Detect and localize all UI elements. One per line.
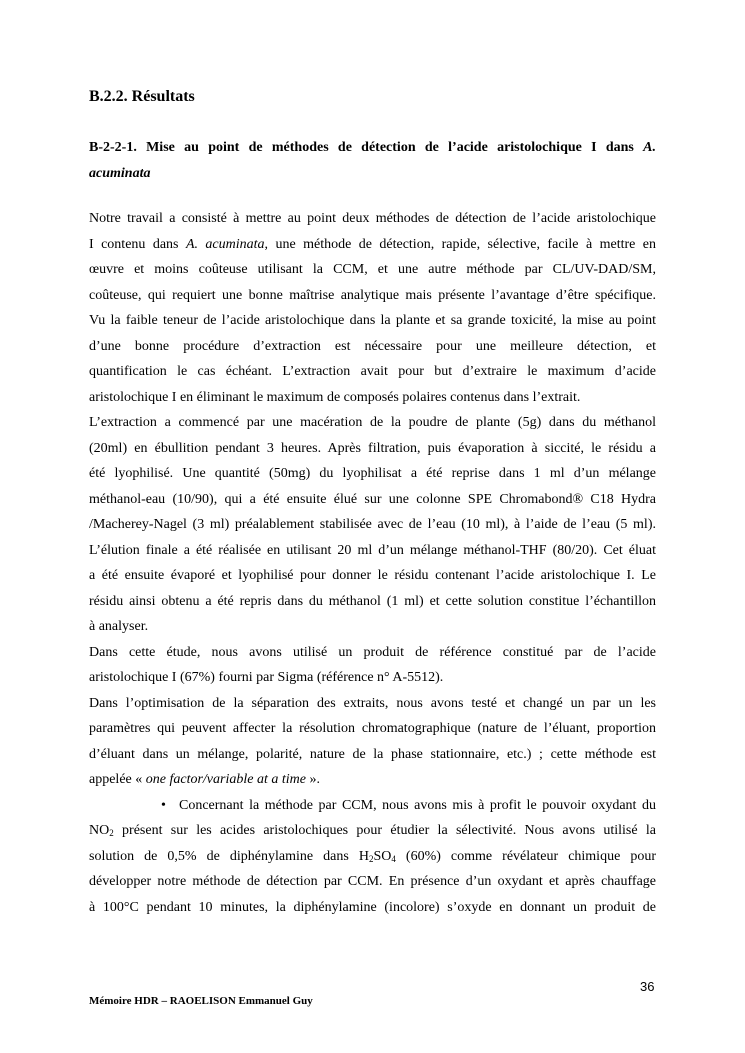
paragraph-line: Notre travail a consisté à mettre au point deux méthodes de détection de l’acide aristolochique <box>89 211 656 226</box>
section-title: B.2.2. Résultats <box>89 88 195 105</box>
paragraph-line: aristolochique I (67%) fourni par Sigma (référence n° A-5512). <box>89 670 444 685</box>
paragraph-line: Dans cette étude, nous avons utilisé un produit de référence constitué par de l’acide <box>89 644 656 660</box>
paragraph-line: méthanol-eau (10/90), qui a été ensuite élué sur une colonne SPE Chromabond® C18 Hydra <box>89 491 656 507</box>
species-name: A. acuminata <box>185 236 265 252</box>
paragraph-line: solution de 0,5% de diphénylamine dans $H_2SO_4$ (60%) comme révélateur chimique pour <box>89 848 656 864</box>
paragraph-line: /Macherey-Nagel (3 ml) préalablement stabilisée avec de l’eau (10 ml), à l’aide de l’eau (5 ml). <box>89 517 656 532</box>
paragraph-line: œuvre et moins coûteuse utilisant la CCM, et une autre méthode par CL/UV-DAD/SM, <box>89 262 656 277</box>
italic-phrase: one factor/variable at a time <box>145 772 306 787</box>
paragraph-line: a été ensuite évaporé et lyophilisé pour donner le résidu contenant l’acide aristolochique I. Le <box>89 568 656 583</box>
paragraph-line: Vu la faible teneur de l’acide aristolochique dans la plante et sa grande toxicité, la mise au point <box>89 313 656 328</box>
paragraph-line: d’une bonne procédure d’extraction est nécessaire pour une meilleure détection, et <box>89 338 656 354</box>
paragraph-line: paramètres qui peuvent affecter la résolution chromatographique (nature de l’éluant, proportion <box>89 721 656 736</box>
subsection-title <box>89 135 656 186</box>
bullet-icon: • <box>161 797 166 813</box>
subsection-title-line-1: B-2-2-1. Mise au point de méthodes de détection de l’acide aristolochique I dans A. <box>89 140 656 155</box>
paragraph-line: quantification le cas échéant. L’extraction avait pour but d’extraire le maximum d’acide <box>89 364 656 379</box>
paragraph-line: (20ml) en ébullition pendant 3 heures. Après filtration, puis évaporation à siccité, le résidu a <box>89 440 656 456</box>
paragraph-line: L’extraction a commencé par une macération de la poudre de plante (5g) dans du méthanol <box>89 415 656 430</box>
paragraph-line: à 100°C pendant 10 minutes, la diphénylamine (incolore) s’oxyde en donnant un produit de <box>89 899 656 915</box>
paragraph-line: $NO_2$ présent sur les acides aristolochiques pour étudier la sélectivité. Nous avons utilisé la <box>89 823 656 838</box>
paragraph-line: coûteuse, qui requiert une bonne maîtrise analytique mais présente l’avantage d’être spécifique. <box>89 287 656 303</box>
paragraph-line: été lyophilisé. Une quantité (50mg) du lyophilisat a été reprise dans 1 ml d’un mélange <box>89 466 656 481</box>
paragraph-line: développer notre méthode de détection par CCM. En présence d’un oxydant et après chauffage <box>89 874 656 889</box>
paragraph-line: Dans l’optimisation de la séparation des extraits, nous avons testé et changé un par un les <box>89 695 656 711</box>
page-number: 36 <box>640 979 655 994</box>
footer: Mémoire HDR – RAOELISON Emmanuel Guy <box>89 995 313 1007</box>
paragraph-line: I contenu dans A. acuminata, une méthode de détection, rapide, sélective, facile à mettre en <box>89 236 656 252</box>
paragraph-line: d’éluant dans un mélange, polarité, nature de la phase stationnaire, etc.) ; cette méthode est <box>89 746 656 762</box>
paragraph-line: à analyser. <box>89 619 149 634</box>
bullet-line: • Concernant la méthode par CCM, nous avons mis à profit le pouvoir oxydant du <box>89 793 656 819</box>
paragraph-line: L’élution finale a été réalisée en utilisant 20 ml d’un mélange méthanol-THF (80/20). Cet éluat <box>89 542 656 558</box>
paragraph-line: appelée « one factor/variable at a time ». <box>89 772 320 787</box>
subsection-title-line-2: acuminata <box>89 165 151 181</box>
paragraph-line: aristolochique I en éliminant le maximum de composés polaires contenus dans l’extrait. <box>89 389 581 405</box>
body-text <box>89 206 656 920</box>
paragraph-line: résidu ainsi obtenu a été repris dans du méthanol (1 ml) et cette solution constitue l’échantillon <box>89 593 656 609</box>
